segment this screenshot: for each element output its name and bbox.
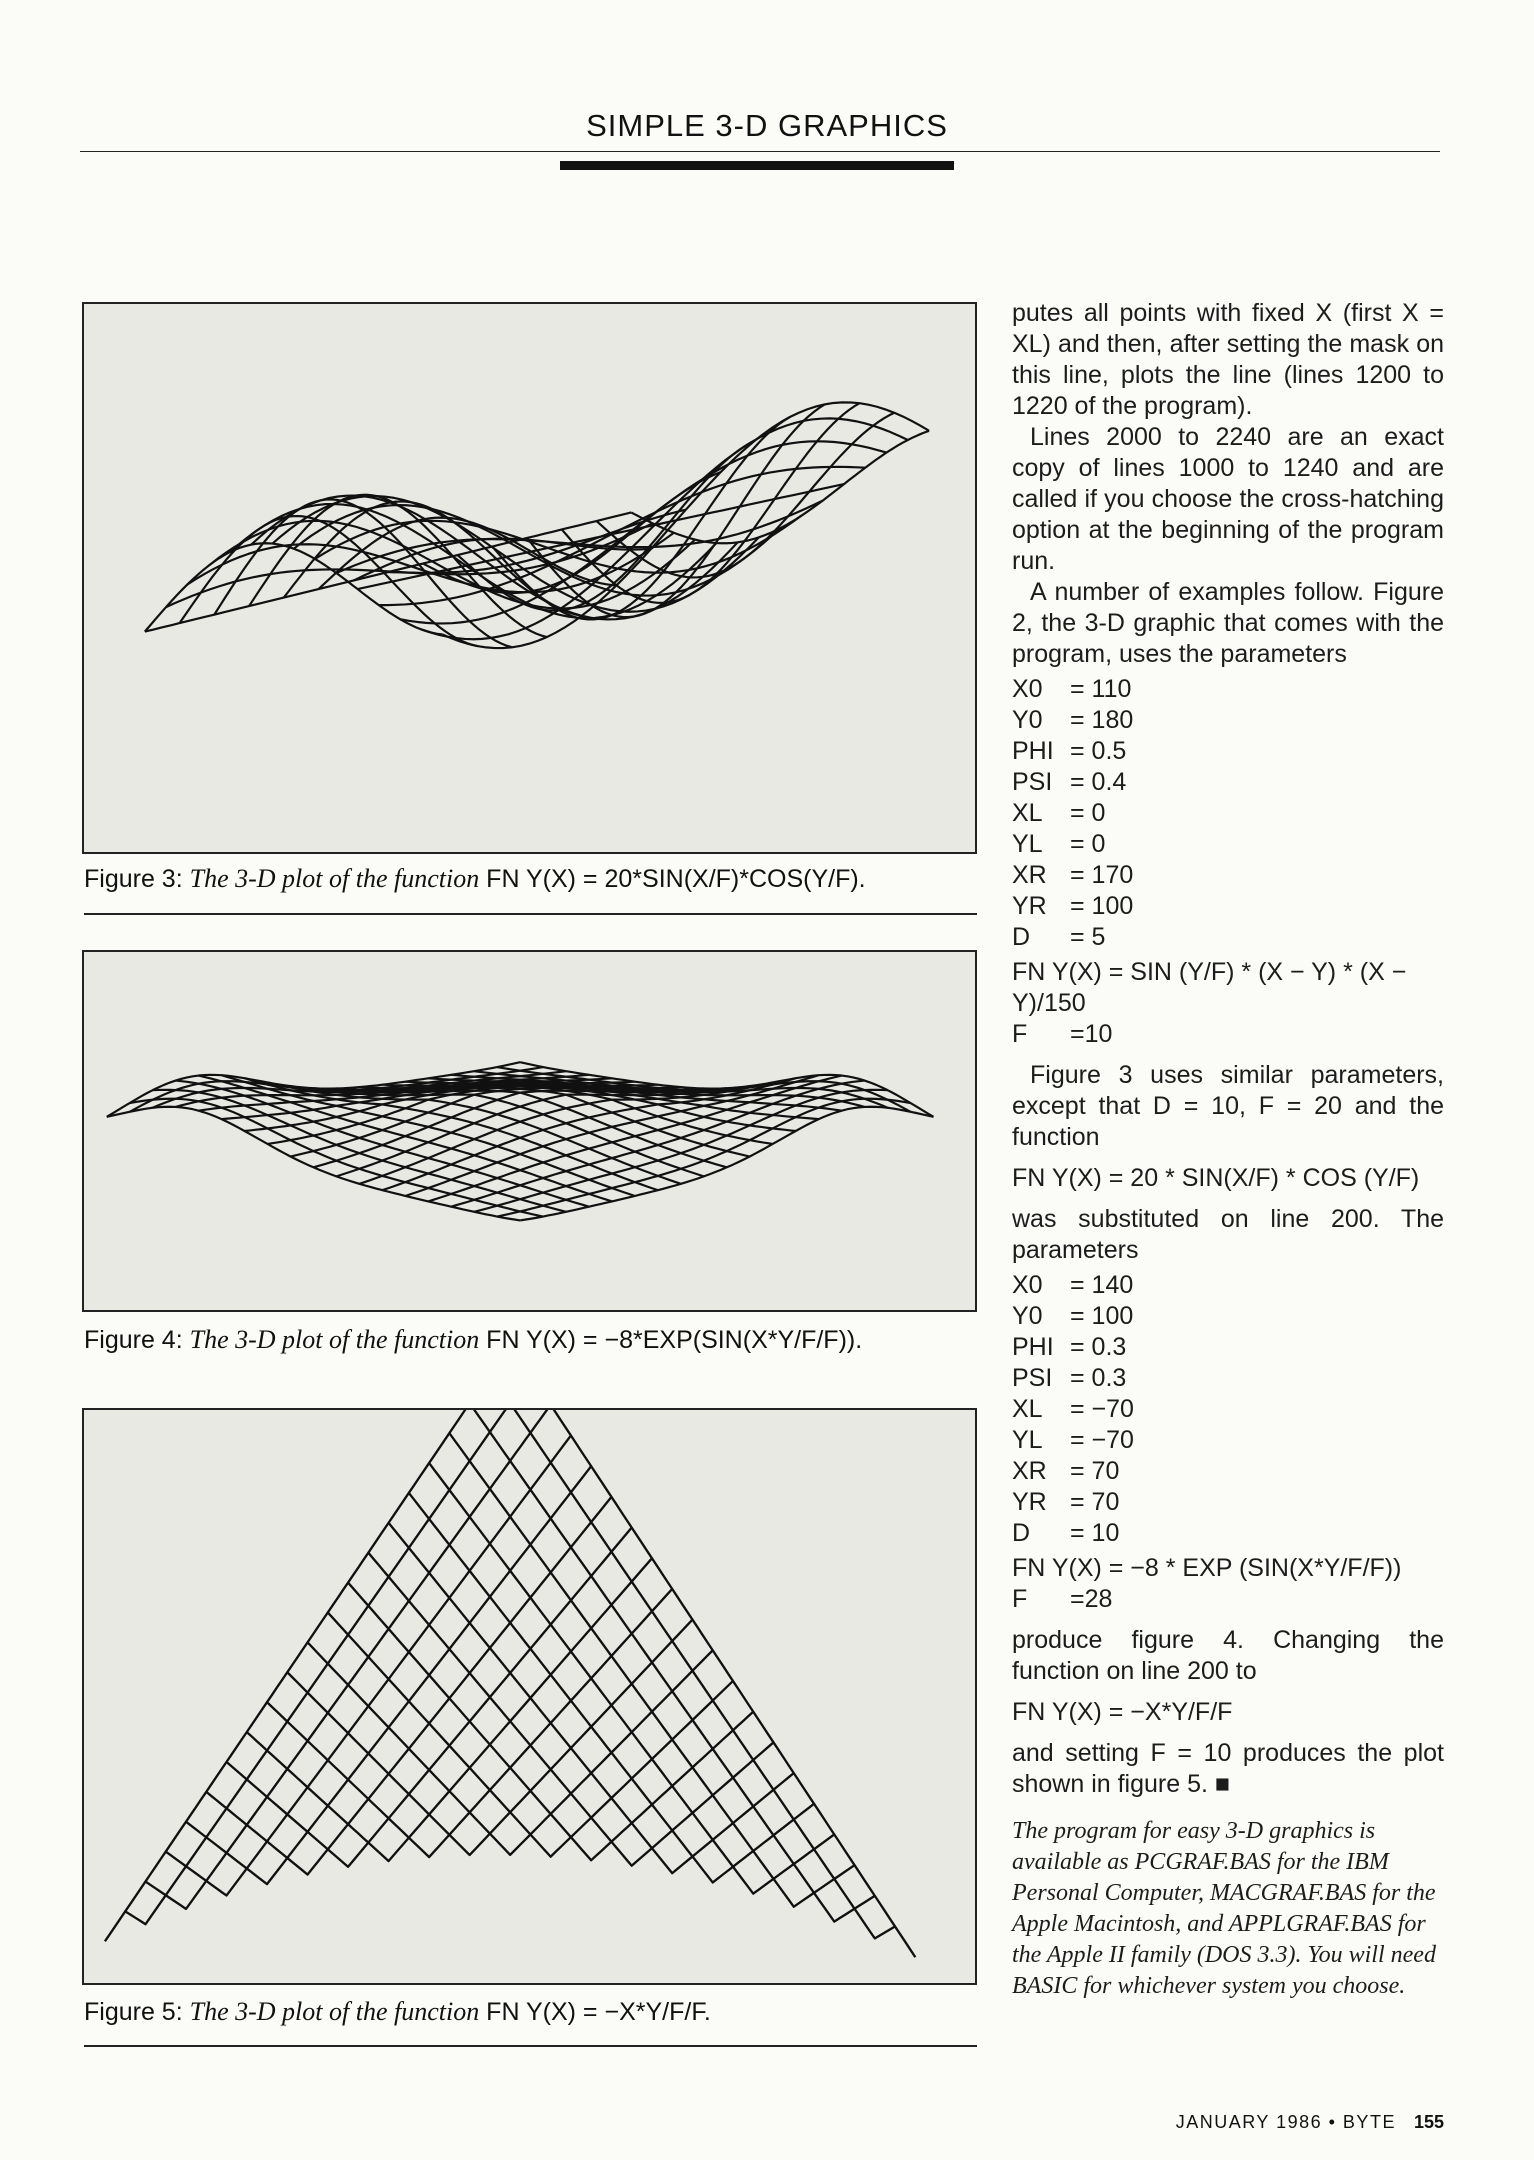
equation: FN Y(X) = −X*Y/F/F xyxy=(1012,1698,1233,1726)
figure-4-function: FN Y(X) = −8*EXP(SIN(X*Y/F/F)). xyxy=(486,1326,863,1354)
parameter-value: =28 xyxy=(1070,1585,1113,1613)
mesh-line xyxy=(125,1410,530,1924)
parameter-row xyxy=(1012,736,1444,767)
parameter-row xyxy=(1012,1584,1444,1615)
parameter-row xyxy=(1012,767,1444,798)
parameter-key: F xyxy=(1012,1585,1028,1613)
mesh-line xyxy=(107,1107,520,1221)
parameter-key: XL xyxy=(1012,1395,1043,1423)
mesh-line xyxy=(449,1433,854,1907)
mesh-line xyxy=(287,1620,692,1855)
parameter-row xyxy=(1012,1301,1444,1332)
figure-5-plot xyxy=(82,1408,977,1985)
mesh-line xyxy=(186,1466,591,1884)
mesh-line xyxy=(166,1436,571,1896)
parameter-row xyxy=(1012,1456,1444,1487)
parameter-value: = 0.3 xyxy=(1070,1333,1127,1361)
mesh-line xyxy=(470,1410,875,1922)
parameter-key: XR xyxy=(1012,861,1047,889)
parameter-row xyxy=(1012,891,1444,922)
mesh-line xyxy=(125,1410,530,1924)
parameter-key: PHI xyxy=(1012,1333,1054,1361)
mesh-line xyxy=(209,521,695,609)
parameter-key: XR xyxy=(1012,1457,1047,1485)
figure-5-rule xyxy=(84,2045,977,2047)
parameter-list-2 xyxy=(1012,1270,1444,1549)
parameter-value: = 0 xyxy=(1070,830,1106,858)
figure-5-caption xyxy=(84,1997,979,2027)
mesh-line xyxy=(470,1410,875,1922)
parameter-list-1 xyxy=(1012,674,1444,953)
parameter-row xyxy=(1012,798,1444,829)
paragraph: and setting F = 10 produces the plot shown in figure 5. ■ xyxy=(1012,1739,1444,1798)
parameter-key: YL xyxy=(1012,830,1043,858)
page-number: 155 xyxy=(1413,2112,1444,2132)
parameter-row xyxy=(1012,1518,1444,1549)
mesh-line xyxy=(597,413,895,578)
parameter-row xyxy=(1012,705,1444,736)
parameter-row xyxy=(1012,829,1444,860)
parameter-key: D xyxy=(1012,1519,1031,1547)
paragraph: Figure 3 uses similar parameters, except that D = 10, F = 20 and the function xyxy=(1012,1061,1444,1151)
figure-5-caption-text: The 3-D plot of the function xyxy=(189,1997,480,2026)
running-head: SIMPLE 3-D GRAPHICS xyxy=(586,108,948,143)
issue-line: JANUARY 1986 • BYTE xyxy=(1175,2112,1396,2132)
parameter-key: PSI xyxy=(1012,1364,1053,1392)
parameter-value: = 180 xyxy=(1070,706,1134,734)
mesh-line xyxy=(449,1433,854,1907)
figure-4-caption xyxy=(84,1325,979,1355)
parameter-row xyxy=(1012,1363,1444,1394)
header-rule xyxy=(80,151,1440,152)
parameter-row xyxy=(1012,1425,1444,1456)
parameter-value: = 70 xyxy=(1070,1488,1120,1516)
parameter-row xyxy=(1012,860,1444,891)
parameter-row xyxy=(1012,1332,1444,1363)
figure-3-caption-text: The 3-D plot of the function xyxy=(189,864,480,893)
parameter-value: =10 xyxy=(1070,1020,1113,1048)
figure-4-plot xyxy=(82,950,977,1312)
figure-5-function: FN Y(X) = −X*Y/F/F. xyxy=(486,1998,711,2026)
figure-3-label: Figure 3: xyxy=(84,865,183,893)
figure-4-surface xyxy=(84,952,975,1310)
figure-5-surface xyxy=(84,1410,975,1983)
paragraph: putes all points with fixed X (first X = XL) and then, after setting the mask on this line, plots the line (lines 1200 to 1220 of the program). xyxy=(1012,299,1444,420)
parameter-value: = 70 xyxy=(1070,1457,1120,1485)
parameter-value: = −70 xyxy=(1070,1426,1134,1454)
paragraph: produce figure 4. Changing the function on line 200 to xyxy=(1012,1626,1444,1685)
availability-note: The program for easy 3-D graphics is available as PCGRAF.BAS for the IBM Personal Computer, MACGRAF.BAS for the Apple Macintosh, and APPLGRAF.BAS for the Apple II family (DOS 3.3). You will need BASIC for whichever system you choose. xyxy=(1012,1818,1436,1999)
parameter-key: PSI xyxy=(1012,768,1053,796)
parameter-value: = 100 xyxy=(1070,1302,1134,1330)
parameter-row xyxy=(1012,1019,1444,1050)
parameter-value: = 10 xyxy=(1070,1519,1120,1547)
parameter-value: = 0 xyxy=(1070,799,1106,827)
parameter-row xyxy=(1012,922,1444,953)
mesh-line xyxy=(527,404,825,617)
page-footer xyxy=(1176,2112,1444,2133)
parameter-value: = −70 xyxy=(1070,1395,1134,1423)
parameter-row xyxy=(1012,1487,1444,1518)
function-line: FN Y(X) = SIN (Y/F) * (X − Y) * (X − Y)/150 xyxy=(1012,958,1407,1017)
figure-3-rule xyxy=(84,913,977,915)
parameter-key: XL xyxy=(1012,799,1043,827)
paragraph: A number of examples follow. Figure 2, the 3-D graphic that comes with the program, uses the parameters xyxy=(1012,578,1444,668)
function-line: FN Y(X) = −8 * EXP (SIN(X*Y/F/F)) xyxy=(1012,1554,1402,1582)
figure-3-surface xyxy=(84,304,975,852)
parameter-key: X0 xyxy=(1012,675,1043,703)
parameter-value: = 110 xyxy=(1070,675,1132,703)
parameter-key: YR xyxy=(1012,892,1047,920)
parameter-key: PHI xyxy=(1012,737,1054,765)
mesh-line xyxy=(206,1497,611,1875)
parameter-value: = 5 xyxy=(1070,923,1106,951)
parameter-value: = 0.3 xyxy=(1070,1364,1127,1392)
mesh-line xyxy=(186,1466,591,1884)
parameter-key: X0 xyxy=(1012,1271,1043,1299)
parameter-value: = 100 xyxy=(1070,892,1134,920)
mesh-line xyxy=(166,1436,571,1896)
figure-5-label: Figure 5: xyxy=(84,1998,183,2026)
parameter-key: D xyxy=(1012,923,1031,951)
parameter-key: YR xyxy=(1012,1488,1047,1516)
parameter-row xyxy=(1012,1394,1444,1425)
parameter-key: YL xyxy=(1012,1426,1043,1454)
mesh-line xyxy=(287,1620,692,1855)
parameter-key: F xyxy=(1012,1020,1028,1048)
mesh-line xyxy=(520,1107,933,1221)
parameter-row xyxy=(1012,1270,1444,1301)
paragraph: Lines 2000 to 2240 are an exact copy of lines 1000 to 1240 and are called if you choose the cross-hatching option at the beginning of the program run. xyxy=(1012,423,1444,575)
mesh-line xyxy=(247,1558,652,1861)
mesh-line xyxy=(247,1558,652,1861)
parameter-value: = 170 xyxy=(1070,861,1134,889)
parameter-value: = 0.5 xyxy=(1070,737,1127,765)
mesh-line xyxy=(206,1497,611,1875)
header-bar xyxy=(560,161,954,170)
figure-4-label: Figure 4: xyxy=(84,1326,183,1354)
equation: FN Y(X) = 20 * SIN(X/F) * COS (Y/F) xyxy=(1012,1164,1420,1192)
parameter-value: = 0.4 xyxy=(1070,768,1127,796)
figure-3-function: FN Y(X) = 20*SIN(X/F)*COS(Y/F). xyxy=(486,865,866,893)
parameter-key: Y0 xyxy=(1012,706,1043,734)
figure-3-caption xyxy=(84,864,979,894)
paragraph: was substituted on line 200. The parameters xyxy=(1012,1205,1444,1264)
parameter-row xyxy=(1012,674,1444,705)
figure-3-plot xyxy=(82,302,977,854)
article-column xyxy=(1012,298,1444,2002)
figure-4-caption-text: The 3-D plot of the function xyxy=(189,1325,480,1354)
parameter-value: = 140 xyxy=(1070,1271,1134,1299)
parameter-key: Y0 xyxy=(1012,1302,1043,1330)
